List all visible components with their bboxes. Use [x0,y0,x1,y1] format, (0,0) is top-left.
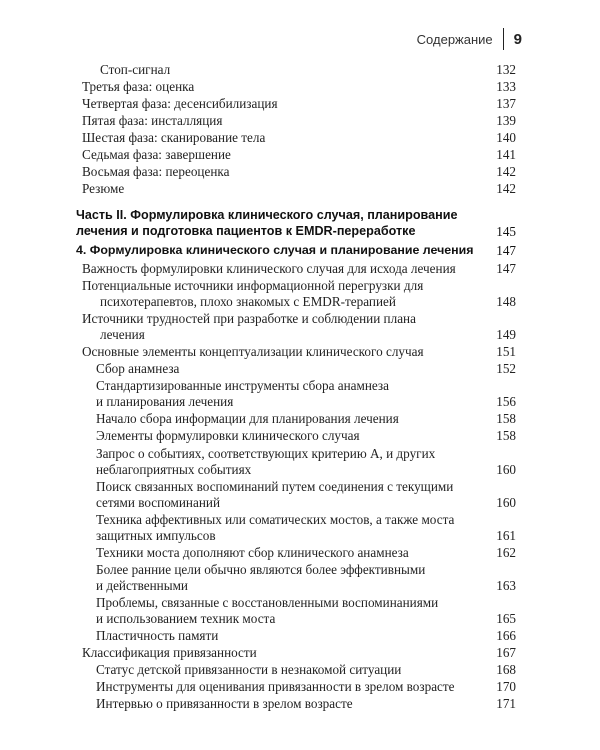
toc-entry-title: Седьмая фаза: завершение [82,147,231,162]
toc-entry-title-line2: и действенными [96,577,188,593]
toc-entry-title: 4. Формулировка клинического случая и планирование лечения [76,243,474,257]
toc-entry[interactable] [82,79,516,95]
toc-entry-page: 147 [496,243,516,258]
toc-entry[interactable] [82,164,516,180]
toc-entry-title: Элементы формулировки клинического случая [96,428,360,443]
toc-entry-page: 158 [496,428,516,443]
toc-entry-title: Пластичность памяти [96,628,219,643]
toc-entry[interactable] [100,62,516,78]
toc-entry-title-line2: неблагоприятных событиях [96,461,252,477]
header-divider [503,28,504,50]
toc-entry-title: Поиск связанных воспоминаний путем соединения с текущими [96,479,454,494]
toc-entry[interactable] [82,147,516,163]
toc-entry-page: 137 [496,96,516,111]
toc-entry-title: Восьмая фаза: переоценка [82,164,230,179]
toc-entry[interactable] [82,278,516,309]
toc-entry-page: 141 [496,147,516,162]
toc-entry-page: 167 [496,645,516,660]
toc-entry[interactable] [82,96,516,112]
toc-entry-title: Шестая фаза: сканирование тела [82,130,266,145]
toc-entry[interactable] [96,378,516,409]
toc-entry-title: Резюме [82,181,125,196]
toc-entry-title-line2: сетями воспоминаний [96,494,221,510]
toc-entry-title: Пятая фаза: инсталляция [82,113,223,128]
toc-entry-page: 158 [496,411,516,426]
toc-entry-page: 142 [496,181,516,196]
toc-entry-page: 147 [496,261,516,276]
toc-entry-page: 165 [496,610,516,626]
toc-entry-page: 162 [496,545,516,560]
toc-entry-title: Стоп-сигнал [100,62,171,77]
toc-entry-title: Начало сбора информации для планирования лечения [96,411,399,426]
toc-entry[interactable] [96,411,516,427]
toc-entry-page: 170 [496,679,516,694]
toc-entry[interactable] [82,344,516,360]
toc-entry-title-line2: психотерапевтов, плохо знакомых с EMDR-терапией [100,293,396,309]
toc-entry-page: 151 [496,344,516,359]
toc-entry-title: Более ранние цели обычно являются более эффективными [96,562,426,577]
page-number: 9 [513,30,522,48]
toc-entry-title-line2: защитных импульсов [96,527,216,543]
toc-entry[interactable] [96,696,516,712]
toc-entry[interactable] [96,361,516,377]
toc-entry-page: 139 [496,113,516,128]
toc-entry-page: 171 [496,696,516,711]
toc-entry-title: Потенциальные источники информационной перегрузки для [82,278,424,293]
toc-entry[interactable] [96,428,516,444]
toc-entry-page: 140 [496,130,516,145]
toc-entry[interactable] [96,545,516,561]
toc-entry[interactable] [96,562,516,593]
toc-entry[interactable] [96,446,516,477]
toc-entry-page: 133 [496,79,516,94]
running-header [417,28,522,50]
toc-entry[interactable] [82,130,516,146]
toc-entry-page: 160 [496,461,516,477]
toc-entry[interactable] [82,113,516,129]
toc-entry-title: Статус детской привязанности в незнакомой ситуации [96,662,402,677]
toc-entry-page: 168 [496,662,516,677]
toc-entry-title-line2: и использованием техник моста [96,610,276,626]
toc-entry-title: Классификация привязанности [82,645,257,660]
toc-entry[interactable] [82,181,516,197]
toc-entry[interactable] [96,512,516,543]
toc-entry-title: Инструменты для оценивания привязанности в зрелом возрасте [96,679,455,694]
toc-entry-title: Стандартизированные инструменты сбора анамнеза [96,378,389,393]
toc-entry-page: 148 [496,293,516,309]
toc-entry-title-line2: лечения [100,326,145,342]
toc-entry[interactable] [82,645,516,661]
toc-entry[interactable] [96,479,516,510]
toc-entry-title: Часть II. Формулировка клинического случая, планирование [76,208,458,222]
toc-entry-title: Источники трудностей при разработке и соблюдении плана [82,311,416,326]
toc-entry-page: 156 [496,393,516,409]
toc-entry-title: Проблемы, связанные с восстановленными воспоминаниями [96,595,439,610]
toc-entry-page: 132 [496,62,516,77]
toc-entry-title: Запрос о событиях, соответствующих критерию А, и других [96,446,436,461]
toc-entry-title: Основные элементы концептуализации клинического случая [82,344,424,359]
toc-entry-title: Техника аффективных или соматических мостов, а также моста [96,512,455,527]
toc-entry-title: Важность формулировки клинического случая для исхода лечения [82,261,456,276]
toc-entry-title: Четвертая фаза: десенсибилизация [82,96,278,111]
toc-entry[interactable] [82,261,516,277]
toc-entry-title: Техники моста дополняют сбор клинического анамнеза [96,545,409,560]
toc-entry-page: 163 [496,577,516,593]
toc-entry[interactable] [96,679,516,695]
toc-entry[interactable] [96,595,516,626]
toc-entry[interactable] [96,662,516,678]
toc-entry-page: 145 [496,223,516,239]
toc-entry-page: 160 [496,494,516,510]
toc-part-heading[interactable] [76,208,516,239]
toc-entry-page: 152 [496,361,516,376]
toc-entry-title-line2: и планирования лечения [96,393,234,409]
toc-entry-title: Третья фаза: оценка [82,79,195,94]
section-title: Содержание [416,31,493,47]
toc-entry[interactable] [82,311,516,342]
toc-entry-page: 166 [496,628,516,643]
toc-entry-title: Интервью о привязанности в зрелом возрасте [96,696,353,711]
toc-entry-page: 142 [496,164,516,179]
toc-entry-page: 161 [496,527,516,543]
toc-entry-title: Сбор анамнеза [96,361,180,376]
toc-chapter-heading[interactable] [76,243,516,259]
toc-entry-page: 149 [496,326,516,342]
toc-entry-title-line2: лечения и подготовка пациентов к EMDR-переработке [76,223,416,238]
toc-entry[interactable] [96,628,516,644]
